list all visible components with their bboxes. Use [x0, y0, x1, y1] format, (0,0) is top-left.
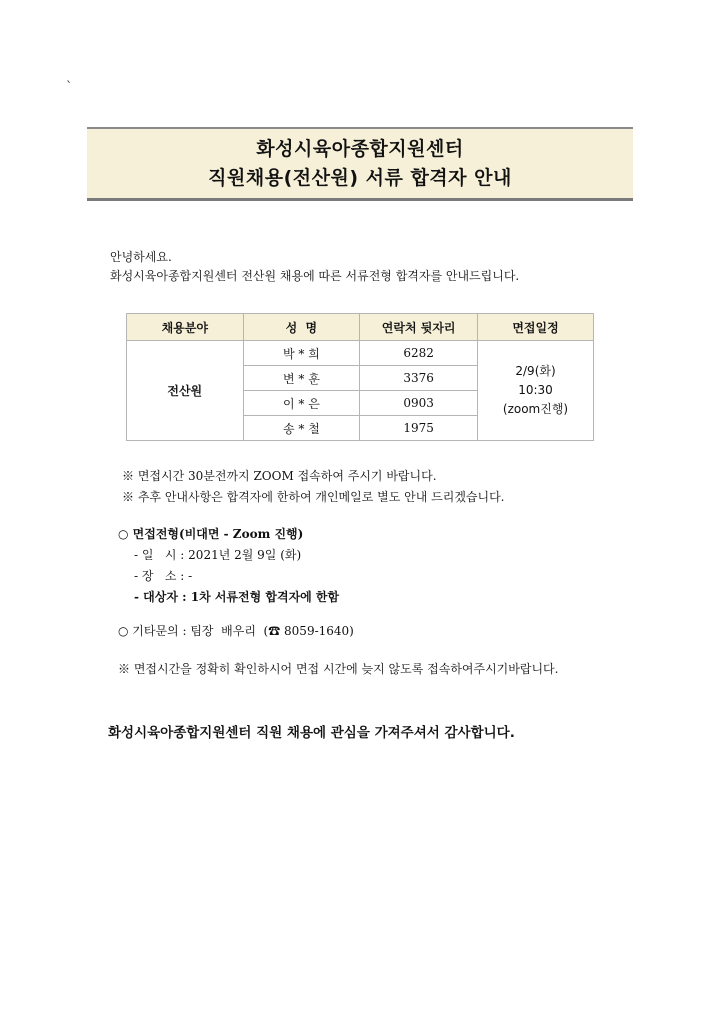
contact-info: ○ 기타문의 : 팀장 배우리 (☎ 8059-1640)	[118, 624, 354, 638]
interview-date: - 일 시 : 2021년 2월 9일 (화)	[134, 548, 302, 562]
cell-field: 전산원	[127, 341, 244, 441]
cell-name: 이 * 은	[243, 391, 360, 416]
cell-name: 박 * 희	[243, 341, 360, 366]
closing-message: 화성시육아종합지원센터 직원 채용에 관심을 가져주셔서 감사합니다.	[108, 725, 515, 741]
cell-name: 변 * 훈	[243, 366, 360, 391]
title-box	[87, 127, 633, 201]
schedule-time: 10:30	[518, 383, 553, 397]
greeting-line-2: 화성시육아종합지원센터 전산원 채용에 따른 서류전형 합격자를 안내드립니다.	[110, 269, 520, 283]
interview-place: - 장 소 : -	[134, 569, 193, 583]
schedule-mode: (zoom진행)	[502, 402, 569, 416]
greeting-line-1: 안녕하세요.	[110, 250, 172, 264]
cell-phone: 6282	[360, 341, 478, 366]
stray-mark: `	[66, 80, 73, 95]
note-item: ※ 추후 안내사항은 합격자에 한하여 개인메일로 별도 안내 드리겠습니다.	[122, 490, 505, 504]
cell-phone: 1975	[360, 416, 478, 441]
interview-section	[118, 524, 339, 608]
cell-phone: 3376	[360, 366, 478, 391]
cell-phone: 0903	[360, 391, 478, 416]
time-notice: ※ 면접시간을 정확히 확인하시어 면접 시간에 늦지 않도록 접속하여주시기바랍니다.	[118, 662, 559, 676]
header-schedule: 면접일정	[478, 314, 594, 341]
table-row	[127, 341, 594, 366]
cell-schedule	[478, 341, 594, 441]
title-notice: 직원채용(전산원) 서류 합격자 안내	[208, 166, 512, 189]
table-header-row	[127, 314, 594, 341]
title-organization: 화성시육아종합지원센터	[256, 137, 464, 160]
interview-heading: ○ 면접전형(비대면 - Zoom 진행)	[118, 527, 304, 541]
notes	[122, 466, 505, 508]
cell-name: 송 * 철	[243, 416, 360, 441]
header-phone: 연락처 뒷자리	[360, 314, 478, 341]
schedule-date: 2/9(화)	[515, 364, 556, 378]
greeting	[110, 248, 519, 286]
header-field: 채용분야	[127, 314, 244, 341]
interview-target: - 대상자 : 1차 서류전형 합격자에 한함	[134, 590, 340, 604]
header-name: 성 명	[243, 314, 360, 341]
applicant-table	[126, 313, 594, 441]
note-item: ※ 면접시간 30분전까지 ZOOM 접속하여 주시기 바랍니다.	[122, 469, 437, 483]
